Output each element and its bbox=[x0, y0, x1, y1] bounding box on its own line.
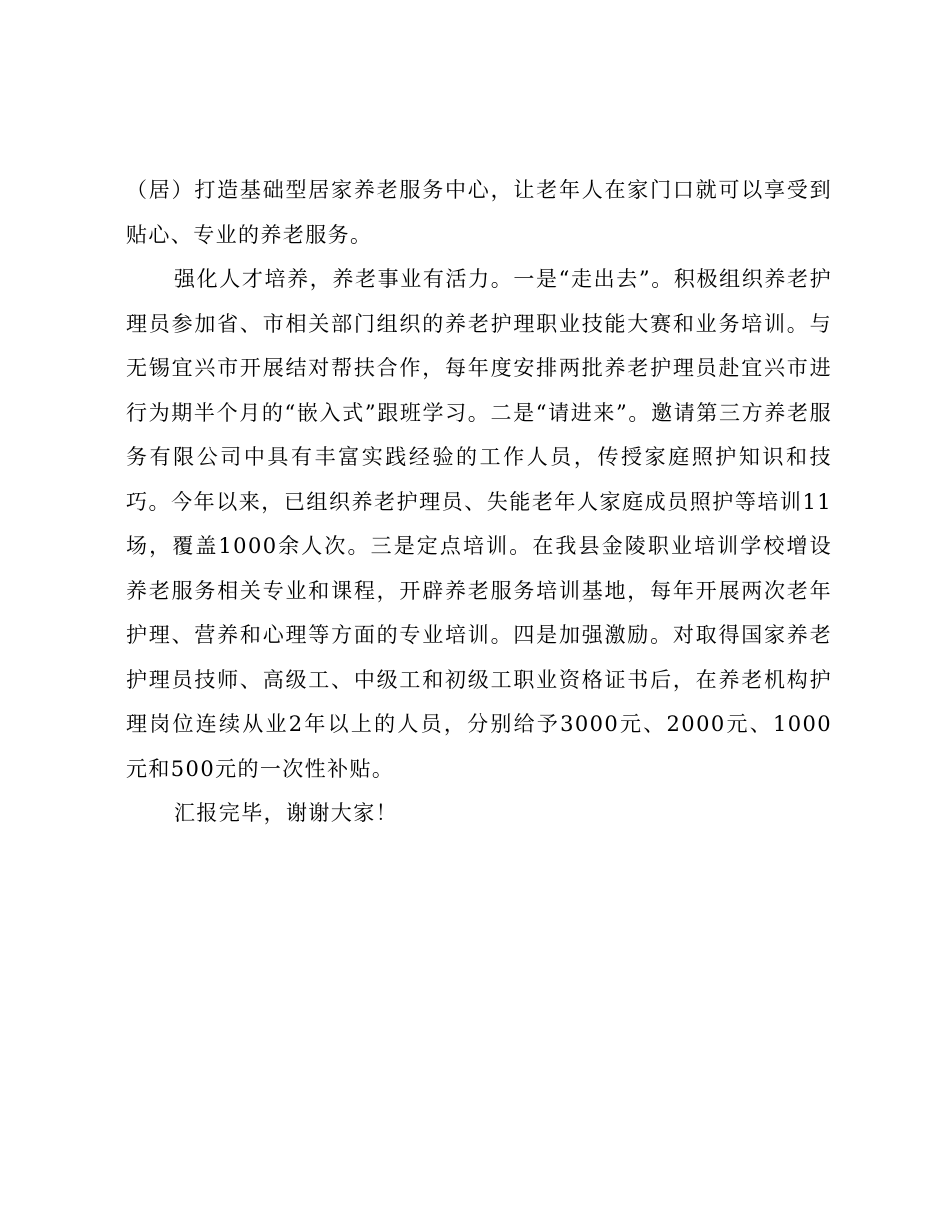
paragraph-closing: 汇报完毕，谢谢大家！ bbox=[174, 801, 398, 825]
document-body bbox=[126, 168, 832, 836]
paragraph-talent-training: 强化人才培养，养老事业有活力。一是“走出去”。积极组织养老护理员参加省、市相关部门组织的养老护理职业技能大赛和业务培训。与无锡宜兴市开展结对帮扶合作，每年度安排两批养老护理员赴宜兴市进行为期半个月的“嵌入式”跟班学习。二是“请进来”。邀请第三方养老服务有限公司中具有丰富实践经验的工作人员，传授家庭照护知识和技巧。今年以来，已组织养老护理员、失能老年人家庭成员照护等培训11场，覆盖1000余人次。三是定点培训。在我县金陵职业培训学校增设养老服务相关专业和课程，开辟养老服务培训基地，每年开展两次老年护理、营养和心理等方面的专业培训。四是加强激励。对取得国家养老护理员技师、高级工、中级工和初级工职业资格证书后，在养老机构护理岗位连续从业2年以上的人员，分别给予3000元、2000元、1000元和500元的一次性补贴。 bbox=[126, 267, 832, 781]
paragraph-continuation: （居）打造基础型居家养老服务中心，让老年人在家门口就可以享受到贴心、专业的养老服务。 bbox=[126, 178, 832, 247]
